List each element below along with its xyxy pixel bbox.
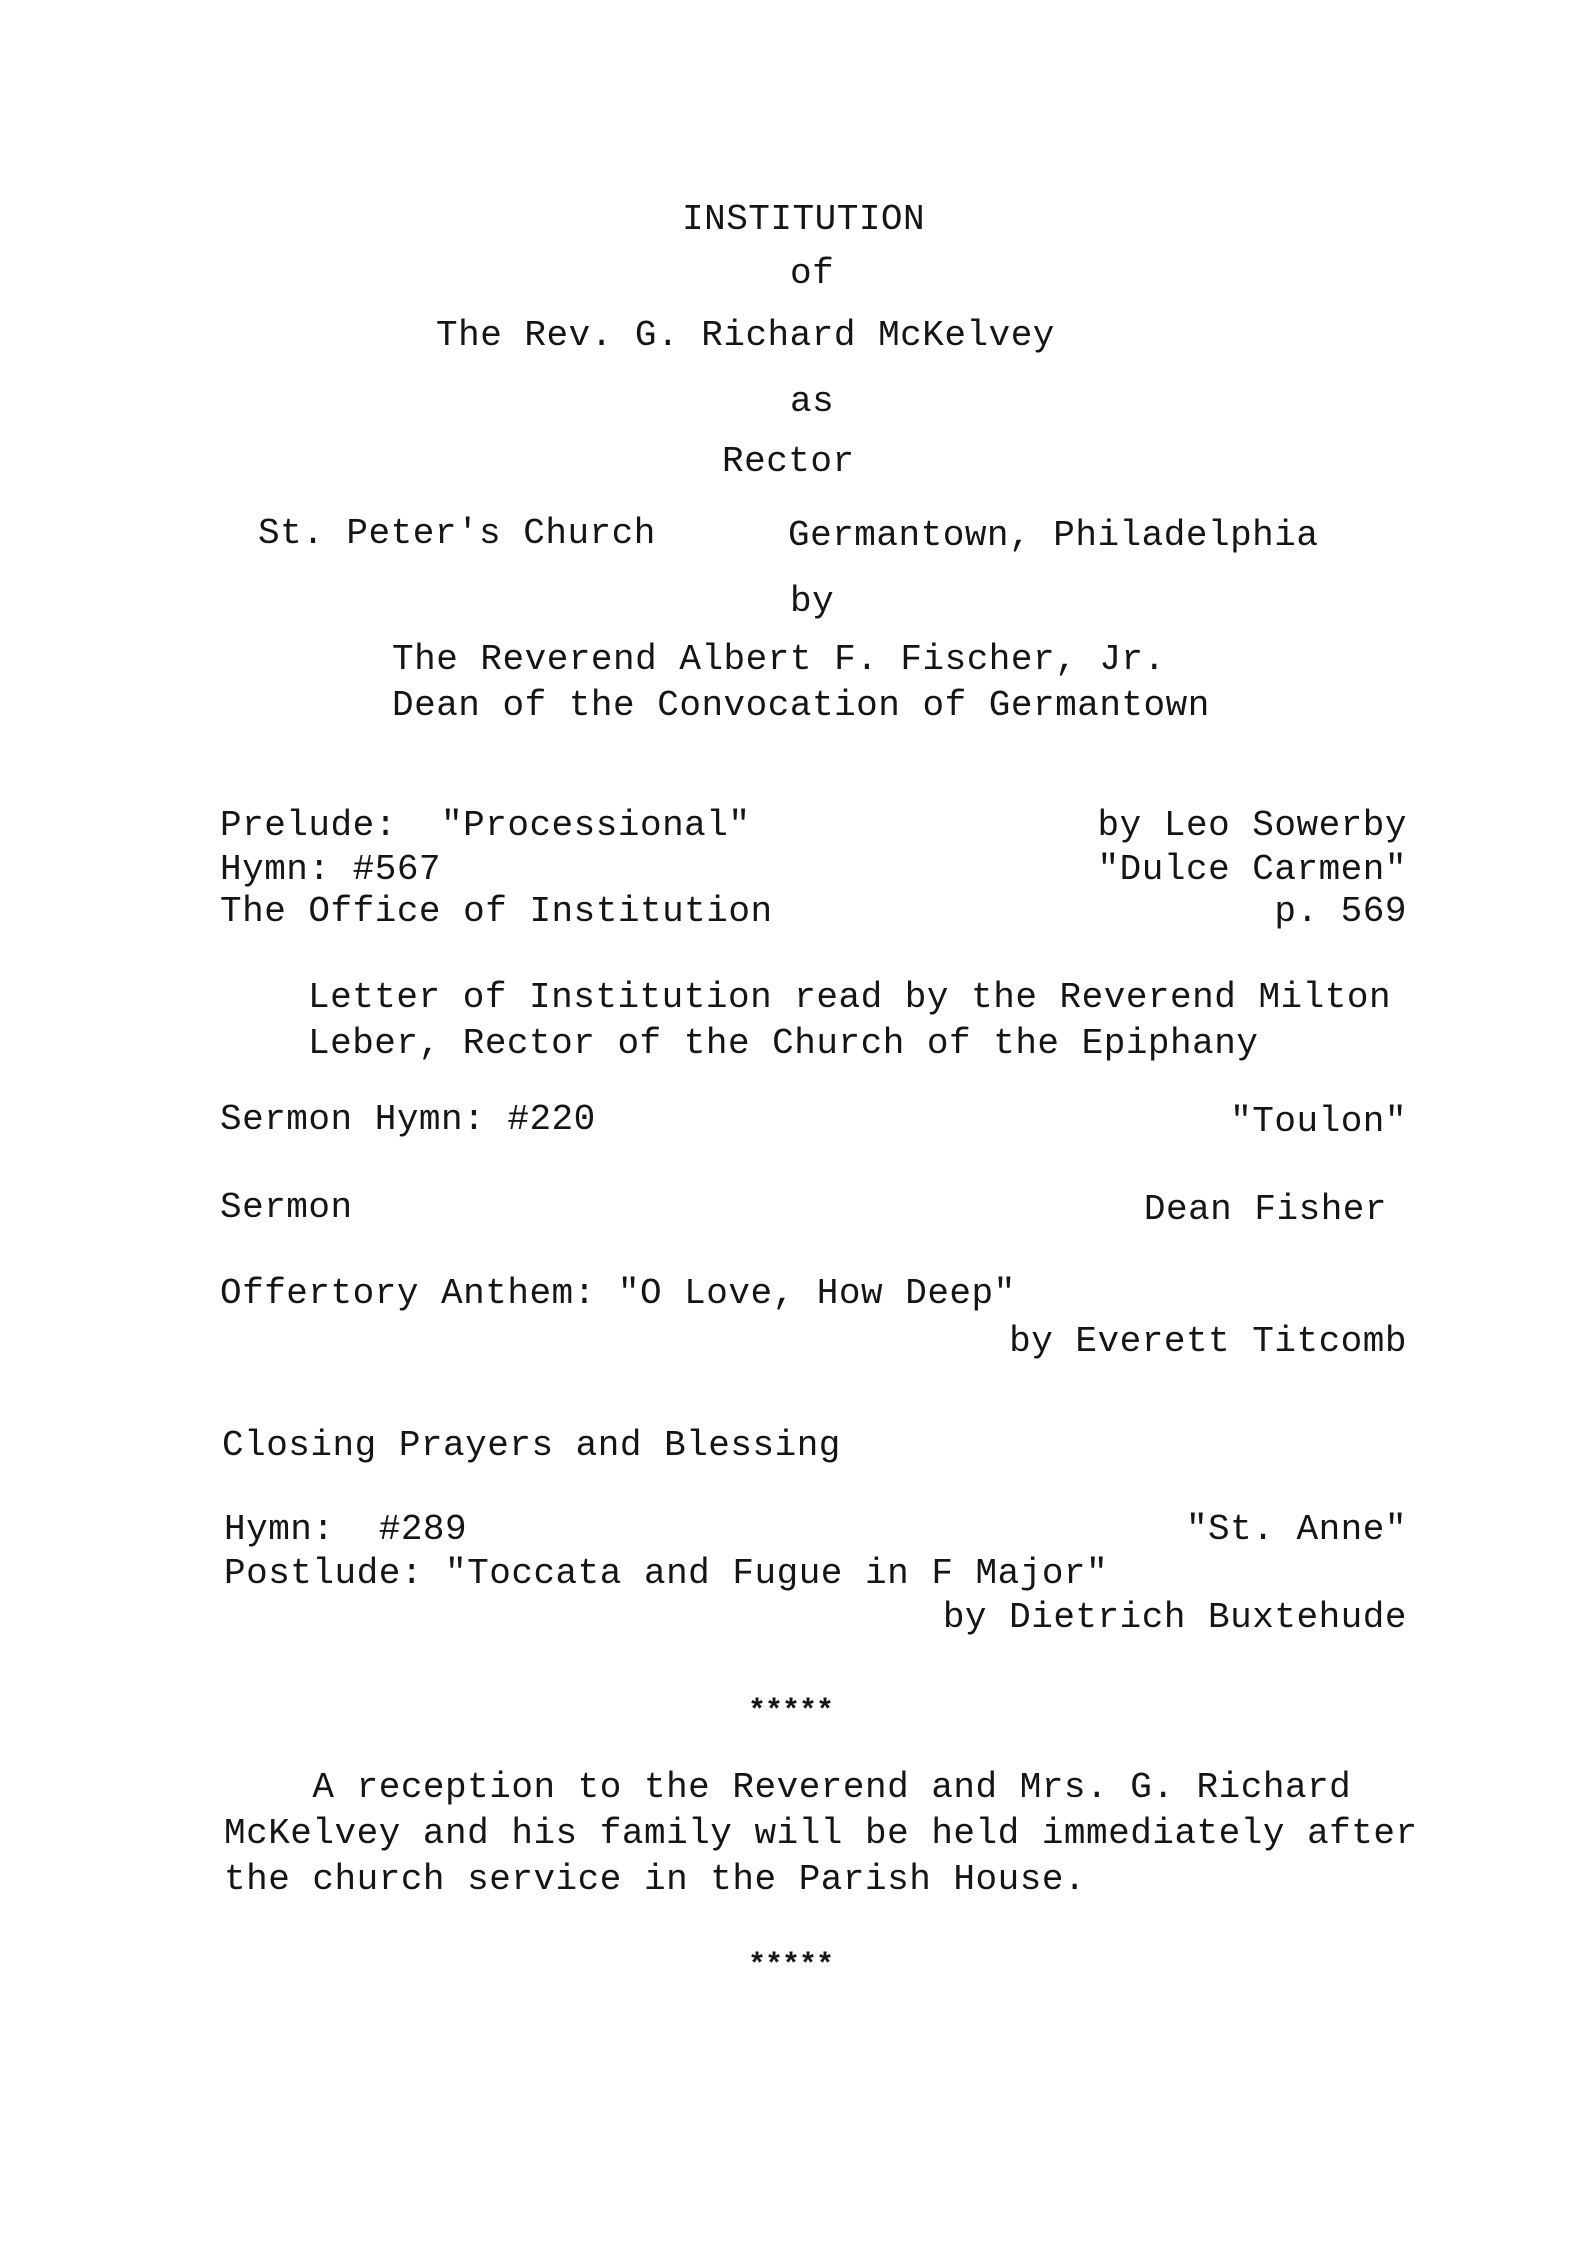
hymn-567-label: Hymn: #567: [220, 849, 442, 890]
hymn-289-tune: "St. Anne": [1185, 1509, 1407, 1550]
letter-line-1: Letter of Institution read by the Reverend Milton: [308, 977, 1392, 1018]
postlude-composer: by Dietrich Buxtehude: [942, 1597, 1407, 1638]
offertory-composer: by Everett Titcomb: [1009, 1321, 1407, 1362]
prelude-label: Prelude: "Processional": [220, 805, 751, 846]
church-name: St. Peter's Church: [258, 513, 656, 554]
by-word: by: [790, 581, 835, 622]
offertory-label: Offertory Anthem: "O Love, How Deep": [220, 1273, 1016, 1314]
role-title: Rector: [722, 441, 855, 482]
rector-name: The Rev. G. Richard McKelvey: [436, 315, 1055, 356]
separator-top: *****: [748, 1695, 834, 1729]
as-word: as: [790, 381, 835, 422]
hymn-289-label: Hymn: #289: [224, 1509, 468, 1550]
hymn-567-tune: "Dulce Carmen": [1097, 849, 1407, 890]
sermon-hymn-tune: "Toulon": [1230, 1101, 1407, 1142]
closing-label: Closing Prayers and Blessing: [222, 1425, 841, 1466]
reception-line-2: McKelvey and his family will be held immediately after: [224, 1813, 1418, 1854]
sermon-label: Sermon: [220, 1187, 353, 1228]
postlude-label: Postlude: "Toccata and Fugue in F Major": [224, 1553, 1109, 1594]
separator-bottom: *****: [748, 1949, 834, 1983]
document-title: INSTITUTION: [682, 199, 926, 240]
of-word: of: [790, 253, 835, 294]
officiant-title: Dean of the Convocation of Germantown: [392, 685, 1210, 726]
letter-line-2: Leber, Rector of the Church of the Epiphany: [308, 1023, 1259, 1064]
officiant-name: The Reverend Albert F. Fischer, Jr.: [392, 639, 1166, 680]
office-page: p. 569: [1274, 891, 1407, 932]
prelude-composer: by Leo Sowerby: [1097, 805, 1407, 846]
reception-line-3: the church service in the Parish House.: [224, 1859, 1087, 1900]
sermon-hymn-label: Sermon Hymn: #220: [220, 1099, 596, 1140]
office-label: The Office of Institution: [220, 891, 773, 932]
church-location: Germantown, Philadelphia: [788, 515, 1319, 556]
sermon-preacher: Dean Fisher: [1143, 1189, 1387, 1230]
reception-line-1: A reception to the Reverend and Mrs. G. Richard: [224, 1767, 1352, 1808]
